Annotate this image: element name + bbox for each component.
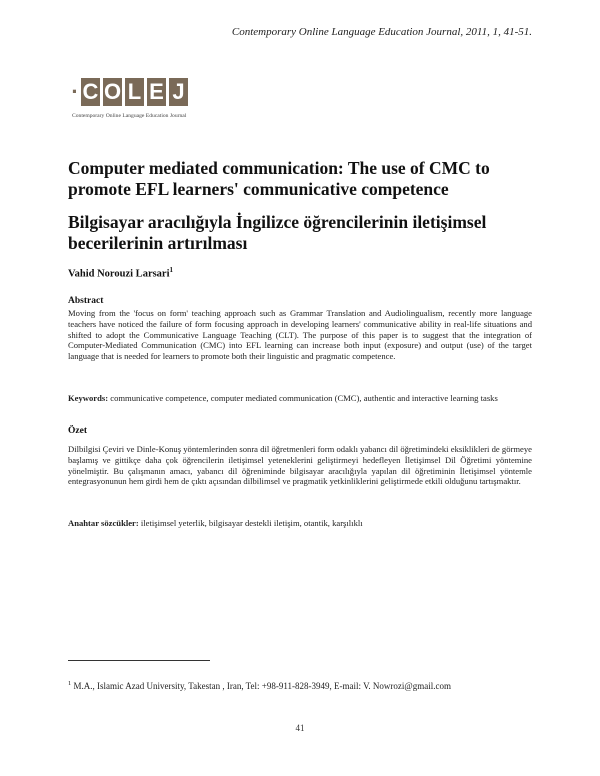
logo-letter-e: E (147, 78, 166, 106)
page-number: 41 (295, 723, 305, 733)
paper-title-english: Computer mediated communication: The use of CMC to promote EFL learners' communicative competence (68, 158, 490, 199)
abstract-heading: Abstract (68, 296, 104, 306)
ozet-heading: Özet (68, 426, 87, 436)
author-name: Vahid Norouzi Larsari (68, 268, 170, 280)
footnote (68, 680, 451, 691)
keywords-label: Keywords: (68, 393, 109, 403)
author-line (68, 266, 173, 280)
logo-letter-c: C (82, 79, 99, 104)
abstract-text: Moving from the 'focus on form' teaching approach such as Grammar Translation and Audiolingualism, recently more language teachers have noticed the failure of form focusing approach in developing learners' communicative ability in real-life situations and shifted to adopt the Communicative Language Teaching (CLT). The purpose of this paper is to suggest that the integration of Computer-Mediated Communication (CMC) into EFL learning can increase both input (exposure) and output (use) of the target language that is needed for learners to promote both their linguistic and pragmatic competence. (68, 308, 532, 362)
footnote-mark: 1 (68, 680, 72, 687)
logo-letters (72, 78, 212, 106)
footnote-text: M.A., Islamic Azad University, Takestan , Iran, Tel: +98-911-828-3949, E-mail: V. Nowrozi@gmail.com (73, 681, 451, 691)
paper-title-turkish: Bilgisayar aracılığıyla İngilizce öğrencilerinin iletişimsel becerilerinin artırılması (68, 212, 487, 253)
logo-letter-j: J (169, 78, 188, 106)
logo-tagline: Contemporary Online Language Education Journal (72, 113, 187, 119)
running-header: Contemporary Online Language Education Journal, 2011, 1, 41-51. (231, 26, 532, 38)
footnote-divider (68, 660, 210, 661)
anahtar-text: iletişimsel yeterlik, bilgisayar destekli iletişim, otantik, karşılıklı (140, 518, 363, 528)
logo-letter-l: L (125, 78, 144, 106)
anahtar-label: Anahtar sözcükler: (68, 518, 139, 528)
ozet-text: Dilbilgisi Çeviri ve Dinle-Konuş yöntemlerinden sonra dil öğretmenleri form odaklı yabancı dil öğretimindeki eksiklikleri de görmeye başlamış ve gittikçe daha çok öğrencilerin iletişimsel yeteneklerini geliştirmeyi hedefleyen İletişimsel Dil Öğretimi yöntemine yönelmiştir. Bu çalışmanın amacı, yabancı dil öğreniminde bilgisayar aracılığıyla yapılan dil öğretiminin İletişimsel yöntemle entegrasyonunun hem girdi hem de çıktı açısından dilbilimsel ve pragmatik yetkinliklerini geliştirmede etkili olduğunu tartışmaktır. (68, 444, 532, 487)
author-footnote-mark: 1 (169, 266, 174, 274)
anahtar-sozcukler (68, 518, 532, 529)
journal-logo (72, 78, 212, 128)
keywords-text: communicative competence, computer mediated communication (CMC), authentic and interactive learning tasks (110, 393, 498, 403)
logo-letter-o: O (103, 79, 122, 104)
logo-dot: · (71, 79, 79, 104)
keywords (68, 393, 532, 404)
